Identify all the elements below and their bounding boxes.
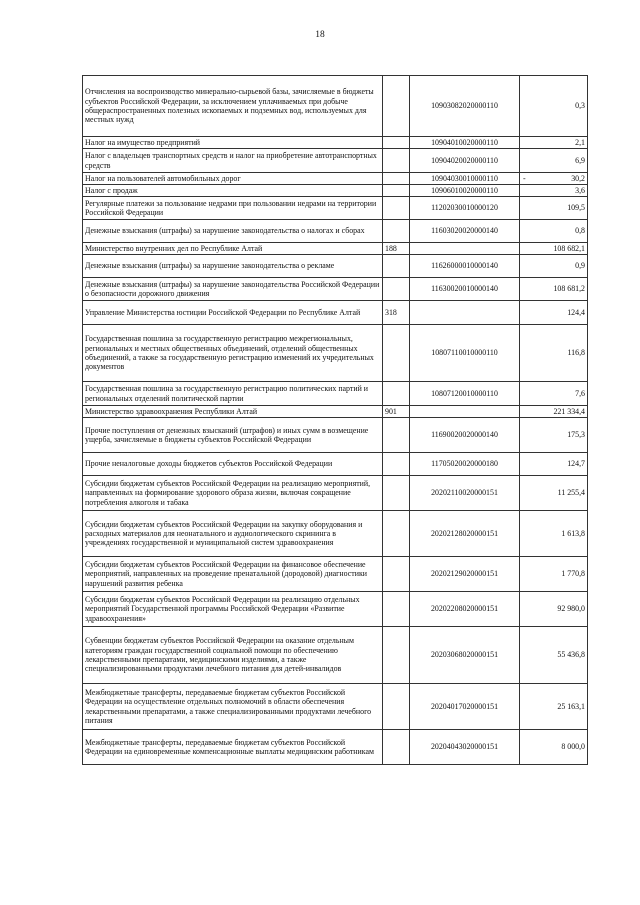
row-admin-code-cell <box>383 185 410 197</box>
row-amount-text: 0,8 <box>575 226 585 236</box>
row-admin-code-cell <box>383 137 410 149</box>
row-name-cell <box>83 684 383 730</box>
row-amount-text: 30,2 <box>571 173 585 183</box>
row-amount-cell <box>520 406 588 418</box>
table-row <box>83 137 588 149</box>
row-name-text: Денежные взыскания (штрафы) за нарушение законодательства о рекламе <box>85 261 335 271</box>
table-row <box>83 476 588 511</box>
row-amount-cell <box>520 476 588 511</box>
row-classification-code-text: 20202129020000151 <box>430 569 499 579</box>
table-row <box>83 511 588 557</box>
row-classification-code-text: 20204043020000151 <box>430 742 499 752</box>
row-amount-cell <box>520 453 588 476</box>
table-row <box>83 453 588 476</box>
row-amount-text: 55 436,8 <box>557 650 585 660</box>
row-name-cell <box>83 255 383 278</box>
row-admin-code-cell <box>383 76 410 137</box>
row-name-text: Субвенции бюджетам субъектов Российской Федерации на оказание отдельным категориям граждан государственной социальной помощи по обеспечению лекарственными препаратами, медицинскими изделиями, а также специализированными продуктами лечебного питания для детей-инвалидов <box>85 636 354 674</box>
row-amount-cell <box>520 76 588 137</box>
row-admin-code-cell <box>383 255 410 278</box>
row-amount-text: 108 682,1 <box>553 243 585 253</box>
row-amount-cell <box>520 149 588 173</box>
row-amount-text: 8 000,0 <box>561 742 585 752</box>
row-admin-code-cell <box>383 301 410 325</box>
row-name-cell <box>83 301 383 325</box>
row-admin-code-cell <box>383 557 410 592</box>
row-amount-cell <box>520 278 588 301</box>
table-row <box>83 325 588 382</box>
table-row <box>83 301 588 325</box>
row-name-cell <box>83 511 383 557</box>
row-amount-text: 1 613,8 <box>561 528 585 538</box>
row-amount-text: 6,9 <box>575 155 585 165</box>
row-classification-code-text: 11630020010000140 <box>431 284 498 294</box>
row-amount-cell <box>520 173 588 185</box>
row-classification-code-cell <box>410 730 520 765</box>
row-amount-text: 124,4 <box>567 307 585 317</box>
table-row <box>83 557 588 592</box>
row-amount-text: 92 980,0 <box>557 604 585 614</box>
row-amount-cell <box>520 137 588 149</box>
row-name-cell <box>83 76 383 137</box>
row-classification-code-text: 20202208020000151 <box>430 604 499 614</box>
row-name-cell <box>83 476 383 511</box>
row-amount-cell <box>520 382 588 406</box>
row-classification-code-cell <box>410 453 520 476</box>
row-name-cell <box>83 325 383 382</box>
row-name-text: Министерство здравоохранения Республики Алтай <box>85 406 258 416</box>
page-number: 18 <box>315 30 325 40</box>
row-name-cell <box>83 382 383 406</box>
row-name-text: Субсидии бюджетам субъектов Российской Федерации на финансовое обеспечение мероприятий, направленных на проведение пренатальной (дородовой) диагностики нарушений развития ребенка <box>85 560 368 588</box>
row-admin-code-text: 901 <box>385 406 397 416</box>
row-admin-code-cell <box>383 476 410 511</box>
row-amount-cell <box>520 592 588 627</box>
row-name-cell <box>83 149 383 173</box>
table-row <box>83 185 588 197</box>
row-amount-text: 175,3 <box>567 430 585 440</box>
table-row <box>83 684 588 730</box>
row-classification-code-cell <box>410 476 520 511</box>
row-amount-text: 221 334,4 <box>553 406 585 416</box>
row-classification-code-cell <box>410 557 520 592</box>
row-classification-code-text: 11690020020000140 <box>431 430 498 440</box>
row-classification-code-cell <box>410 301 520 325</box>
revenue-table <box>82 75 588 765</box>
row-classification-code-cell <box>410 255 520 278</box>
row-classification-code-cell <box>410 278 520 301</box>
table-row <box>83 149 588 173</box>
row-name-cell <box>83 197 383 220</box>
row-amount-cell <box>520 511 588 557</box>
row-classification-code-text: 20202110020000151 <box>431 488 498 498</box>
row-name-cell <box>83 220 383 243</box>
row-classification-code-cell <box>410 406 520 418</box>
row-admin-code-cell <box>383 325 410 382</box>
row-admin-code-text: 188 <box>385 243 397 253</box>
row-amount-cell <box>520 255 588 278</box>
row-classification-code-text: 20202128020000151 <box>430 528 499 538</box>
row-classification-code-cell <box>410 149 520 173</box>
row-classification-code-cell <box>410 185 520 197</box>
row-name-cell <box>83 453 383 476</box>
row-name-cell <box>83 278 383 301</box>
table-row <box>83 255 588 278</box>
table-row <box>83 278 588 301</box>
row-name-cell <box>83 137 383 149</box>
table-row <box>83 220 588 243</box>
row-classification-code-text: 10807110010000110 <box>431 348 498 358</box>
row-amount-text: 25 163,1 <box>557 701 585 711</box>
row-classification-code-text: 10807120010000110 <box>431 388 498 398</box>
row-name-cell <box>83 418 383 453</box>
row-amount-cell <box>520 243 588 255</box>
row-name-text: Управление Министерства юстиции Российской Федерации по Республике Алтай <box>85 307 361 317</box>
row-amount-cell <box>520 730 588 765</box>
table-row <box>83 173 588 185</box>
row-name-text: Отчисления на воспроизводство минерально-сырьевой базы, зачисляемые в бюджеты субъектов Российской Федерации, за исключением уплачиваемых при добыче общераспространенных полезных ископаемых и подземных вод, используемых для местных нужд <box>85 87 374 125</box>
row-admin-code-text: 318 <box>385 307 397 317</box>
row-name-text: Министерство внутренних дел по Республике Алтай <box>85 243 263 253</box>
row-admin-code-cell <box>383 278 410 301</box>
row-classification-code-cell <box>410 511 520 557</box>
amount-mark: - <box>523 173 526 183</box>
row-name-text: Налог с владельцев транспортных средств и налог на приобретение автотранспортных средств <box>85 151 377 170</box>
row-admin-code-cell <box>383 406 410 418</box>
table-row <box>83 76 588 137</box>
row-name-text: Субсидии бюджетам субъектов Российской Федерации на реализацию отдельных мероприятий Государственной программы Российской Федерации «Развитие здравоохранения» <box>85 595 360 623</box>
row-amount-text: 124,7 <box>567 459 585 469</box>
row-name-text: Прочие неналоговые доходы бюджетов субъектов Российской Федерации <box>85 459 333 469</box>
row-name-cell <box>83 243 383 255</box>
row-classification-code-text: 10904020020000110 <box>431 155 498 165</box>
row-amount-cell <box>520 197 588 220</box>
row-classification-code-cell <box>410 173 520 185</box>
row-amount-text: 0,9 <box>575 261 585 271</box>
row-name-text: Межбюджетные трансферты, передаваемые бюджетам субъектов Российской Федерации на осуществление отдельных полномочий в области обеспечения лекарственными препаратами, а также специализированными продуктами лечебного питания <box>85 687 372 725</box>
table-row <box>83 406 588 418</box>
table-row <box>83 730 588 765</box>
row-admin-code-cell <box>383 149 410 173</box>
row-name-cell <box>83 592 383 627</box>
row-name-text: Межбюджетные трансферты, передаваемые бюджетам субъектов Российской Федерации на единовременные компенсационные выплаты медицинским работникам <box>85 737 374 756</box>
row-amount-text: 3,6 <box>575 185 585 195</box>
row-classification-code-text: 20203068020000151 <box>430 650 499 660</box>
row-classification-code-text: 11705020020000180 <box>431 459 498 469</box>
row-name-text: Государственная пошлина за государственную регистрацию межрегиональных, региональных и местных общественных объединений, отделений общественных объединений, а также за государственную регистрацию изменений их учредительных документов <box>85 334 374 372</box>
row-classification-code-cell <box>410 137 520 149</box>
row-classification-code-cell <box>410 592 520 627</box>
row-name-text: Субсидии бюджетам субъектов Российской Федерации на закупку оборудования и расходных материалов для неонатального и аудиологического скрининга в учреждениях государственной и муниципальной систем здравоохранения <box>85 519 363 548</box>
row-amount-cell <box>520 557 588 592</box>
row-admin-code-cell <box>383 592 410 627</box>
row-amount-cell <box>520 220 588 243</box>
row-name-text: Прочие поступления от денежных взысканий (штрафов) и иных сумм в возмещение ущерба, зачисляемые в бюджеты субъектов Российской Федерации <box>85 425 369 444</box>
row-name-text: Регулярные платежи за пользование недрами при пользовании недрами на территории Российской Федерации <box>85 198 377 217</box>
row-name-text: Государственная пошлина за государственную регистрацию политических партий и региональных отделений политической партии <box>85 384 368 403</box>
row-classification-code-cell <box>410 197 520 220</box>
row-amount-text: 108 681,2 <box>553 284 585 294</box>
row-classification-code-cell <box>410 418 520 453</box>
row-amount-text: 1 770,8 <box>561 569 585 579</box>
row-amount-cell <box>520 684 588 730</box>
table-row <box>83 592 588 627</box>
row-amount-cell <box>520 627 588 684</box>
row-classification-code-text: 10904030010000110 <box>431 173 498 183</box>
row-classification-code-cell <box>410 325 520 382</box>
row-amount-cell <box>520 325 588 382</box>
row-name-cell <box>83 557 383 592</box>
row-admin-code-cell <box>383 511 410 557</box>
row-amount-cell <box>520 301 588 325</box>
row-admin-code-cell <box>383 730 410 765</box>
row-admin-code-cell <box>383 418 410 453</box>
row-amount-cell <box>520 185 588 197</box>
row-classification-code-text: 11626000010000140 <box>431 261 498 271</box>
row-name-text: Налог на пользователей автомобильных дорог <box>85 173 241 183</box>
row-amount-text: 116,8 <box>567 348 585 358</box>
row-name-text: Субсидии бюджетам субъектов Российской Федерации на реализацию мероприятий, направленных на формирование здорового образа жизни, включая сокращение потребления алкоголя и табака <box>85 479 371 507</box>
row-classification-code-text: 10903082020000110 <box>431 101 498 111</box>
row-name-cell <box>83 730 383 765</box>
row-admin-code-cell <box>383 220 410 243</box>
table-row <box>83 627 588 684</box>
row-admin-code-cell <box>383 197 410 220</box>
row-admin-code-cell <box>383 382 410 406</box>
row-name-text: Налог на имущество предприятий <box>85 137 201 147</box>
row-classification-code-cell <box>410 220 520 243</box>
row-name-cell <box>83 185 383 197</box>
row-classification-code-text: 11603020020000140 <box>431 226 498 236</box>
row-amount-cell <box>520 418 588 453</box>
table-row <box>83 197 588 220</box>
table-row <box>83 418 588 453</box>
row-classification-code-cell <box>410 243 520 255</box>
row-admin-code-cell <box>383 684 410 730</box>
row-classification-code-cell <box>410 76 520 137</box>
row-name-cell <box>83 627 383 684</box>
row-classification-code-text: 20204017020000151 <box>430 701 499 711</box>
table-row <box>83 243 588 255</box>
row-name-text: Денежные взыскания (штрафы) за нарушение законодательства Российской Федерации о безопасности дорожного движения <box>85 279 380 298</box>
row-classification-code-cell <box>410 684 520 730</box>
row-admin-code-cell <box>383 243 410 255</box>
row-amount-text: 7,6 <box>575 388 585 398</box>
row-classification-code-text: 10906010020000110 <box>431 185 498 195</box>
row-amount-text: 0,3 <box>575 101 585 111</box>
row-name-text: Налог с продаж <box>85 185 138 195</box>
row-admin-code-cell <box>383 173 410 185</box>
row-classification-code-text: 11202030010000120 <box>431 203 498 213</box>
row-amount-text: 2,1 <box>575 137 585 147</box>
row-name-text: Денежные взыскания (штрафы) за нарушение законодательства о налогах и сборах <box>85 226 365 236</box>
row-name-cell <box>83 173 383 185</box>
row-name-cell <box>83 406 383 418</box>
row-classification-code-cell <box>410 627 520 684</box>
row-classification-code-text: 10904010020000110 <box>431 137 498 147</box>
row-admin-code-cell <box>383 627 410 684</box>
row-amount-text: 11 255,4 <box>557 488 585 498</box>
row-classification-code-cell <box>410 382 520 406</box>
row-amount-text: 109,5 <box>567 203 585 213</box>
table-row <box>83 382 588 406</box>
row-admin-code-cell <box>383 453 410 476</box>
